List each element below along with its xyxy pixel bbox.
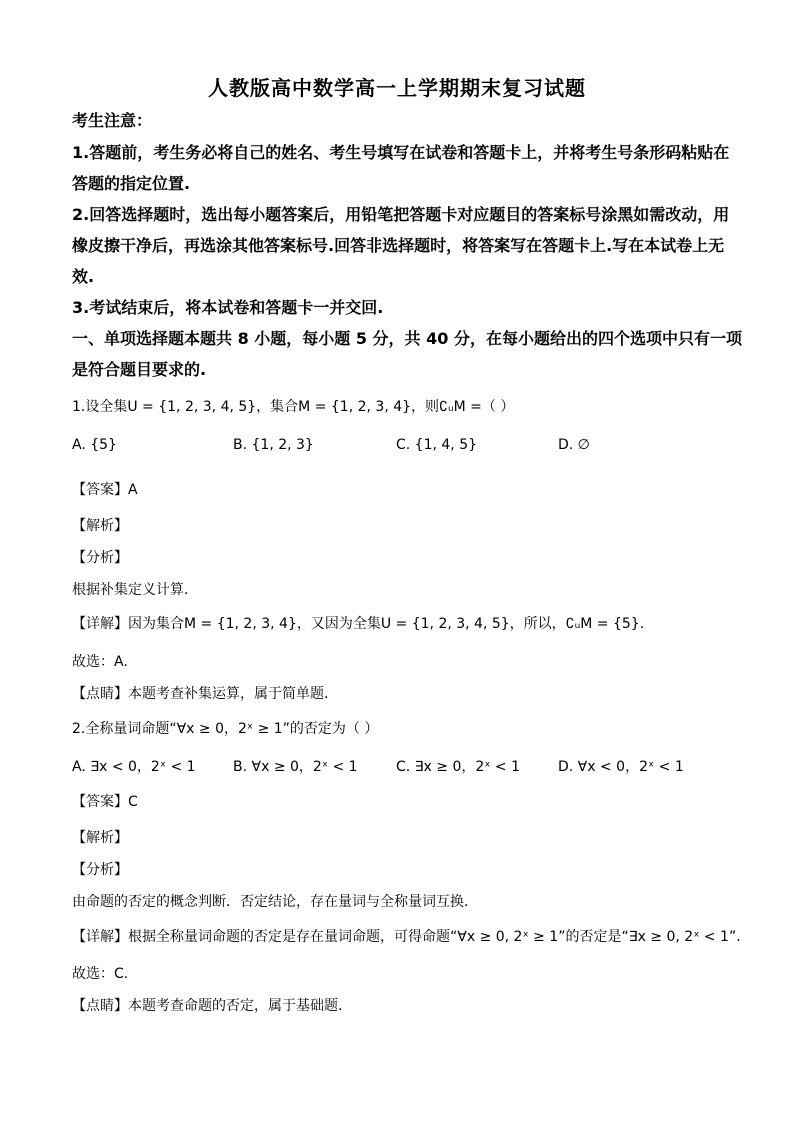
question-1-stem: 1.设全集U = {1, 2, 3, 4, 5}，集合M = {1, 2, 3, 4}，则∁ᵤM =（ ） [72, 399, 515, 415]
notice-item-2-line-1: 2.回答选择题时，选出每小题答案后，用铅笔把答题卡对应题目的答案标号涂黑如需改动，用 [72, 205, 730, 224]
section-heading-line-1: 一、单项选择题本题共 8 小题，每小题 5 分，共 40 分，在每小题给出的四个选项中只有一项 [72, 329, 742, 348]
notice-item-1-line-1: 1.答题前，考生务必将自己的姓名、考生号填写在试卷和答题卡上，并将考生号条形码粘贴在 [72, 143, 730, 162]
question-2-option-d: D. ∀x < 0，2ˣ < 1 [558, 759, 684, 775]
question-2-fenxi-tag: 【分析】 [72, 862, 128, 878]
question-1-analysis-tag: 【解析】 [72, 518, 128, 534]
question-1-fenxi-text: 根据补集定义计算． [72, 582, 198, 598]
question-2-comment: 【点睛】本题考查命题的否定，属于基础题． [72, 998, 352, 1014]
question-1-option-a: A. {5} [72, 437, 117, 453]
question-2-fenxi-text: 由命题的否定的概念判断．否定结论，存在量词与全称量词互换． [72, 894, 478, 910]
notice-item-1-line-2: 答题的指定位置. [72, 174, 191, 193]
question-2-option-c: C. ∃x ≥ 0，2ˣ < 1 [396, 759, 521, 775]
question-1-answer: 【答案】A [72, 482, 138, 498]
question-1-fenxi-tag: 【分析】 [72, 550, 128, 566]
question-1-option-b: B. {1, 2, 3} [233, 437, 314, 453]
question-1-option-d: D. ∅ [558, 437, 590, 453]
question-2-analysis-tag: 【解析】 [72, 830, 128, 846]
question-2-option-a: A. ∃x < 0，2ˣ < 1 [72, 759, 196, 775]
question-1-detail: 【详解】因为集合M = {1, 2, 3, 4}，又因为全集U = {1, 2, 3, 4, 5}，所以，∁ᵤM = {5}. [72, 616, 645, 632]
question-2-option-b: B. ∀x ≥ 0，2ˣ < 1 [233, 759, 358, 775]
question-1-choice: 故选：A. [72, 654, 128, 670]
notice-heading: 考生注意： [72, 111, 153, 130]
question-1-comment: 【点睛】本题考查补集运算，属于简单题． [72, 686, 338, 702]
notice-item-2-line-3: 效. [72, 267, 95, 286]
notice-item-3: 3.考试结束后，将本试卷和答题卡一并交回. [72, 298, 384, 317]
question-2-stem: 2.全称量词命题“∀x ≥ 0，2ˣ ≥ 1”的否定为（ ） [72, 721, 379, 737]
question-1-option-c: C. {1, 4, 5} [396, 437, 478, 453]
question-2-answer: 【答案】C [72, 794, 138, 810]
notice-item-2-line-2: 橡皮擦干净后，再选涂其他答案标号.回答非选择题时，将答案写在答题卡上.写在本试卷上无 [72, 236, 725, 255]
question-2-choice: 故选：C. [72, 966, 129, 982]
question-2-detail: 【详解】根据全称量词命题的否定是存在量词命题，可得命题“∀x ≥ 0, 2ˣ ≥ 1”的否定是“∃x ≥ 0, 2ˣ < 1”． [72, 929, 751, 945]
section-heading-line-2: 是符合题目要求的. [72, 360, 207, 379]
page-title: 人教版高中数学高一上学期期末复习试题 [208, 76, 586, 100]
